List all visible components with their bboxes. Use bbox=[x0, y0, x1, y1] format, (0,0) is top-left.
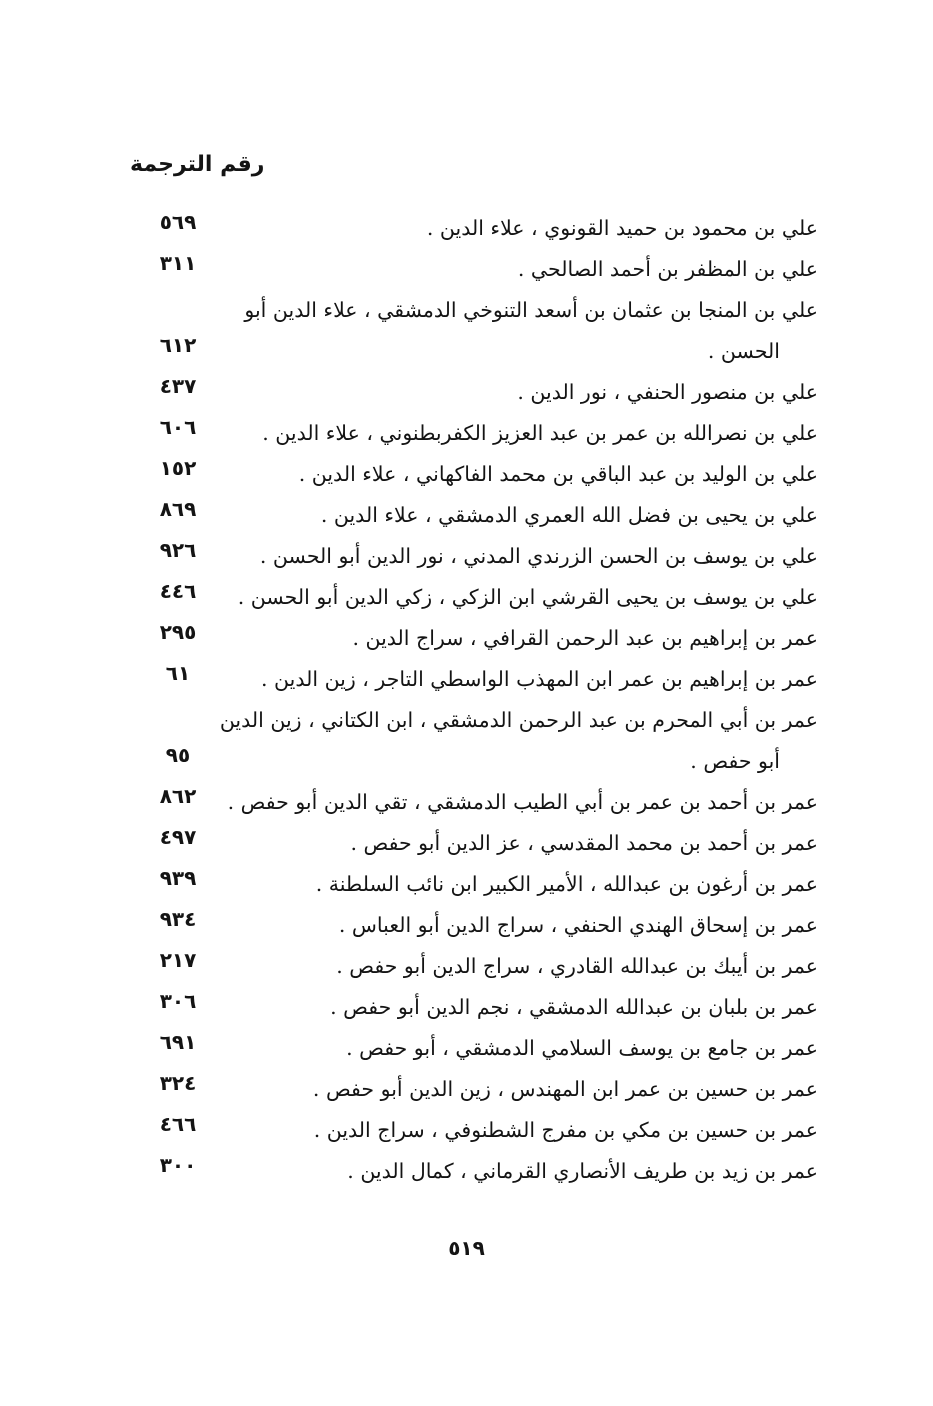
entry-name: عمر بن إسحاق الهندي الحنفي ، سراج الدين أبو العباس . bbox=[338, 913, 818, 937]
index-entry bbox=[0, 208, 933, 249]
entry-number: ٥٦٩ bbox=[159, 210, 197, 234]
index-entry bbox=[0, 782, 933, 823]
entry-name: عمر بن حسين بن مكي بن مفرج الشطنوفي ، سراج الدين . bbox=[313, 1118, 818, 1142]
entry-number: ٦٩١ bbox=[159, 1030, 197, 1054]
index-entry bbox=[0, 577, 933, 618]
entry-number: ٤٦٦ bbox=[159, 1112, 197, 1136]
index-entry bbox=[0, 618, 933, 659]
entry-number: ٨٦٢ bbox=[159, 784, 197, 808]
entry-name bbox=[218, 700, 818, 782]
entry-name: عمر بن زيد بن طريف الأنصاري القرماني ، كمال الدين . bbox=[347, 1159, 818, 1183]
entry-name: علي بن الوليد بن عبد الباقي بن محمد الفاكهاني ، علاء الدين . bbox=[298, 462, 818, 486]
index-entry bbox=[0, 946, 933, 987]
entry-number: ٩٥ bbox=[165, 743, 191, 767]
index-entry bbox=[0, 454, 933, 495]
entry-number: ٦١ bbox=[165, 661, 191, 685]
entry-name: عمر بن أحمد بن عمر بن أبي الطيب الدمشقي ، تقي الدين أبو حفص . bbox=[227, 790, 818, 814]
entry-number: ٩٢٦ bbox=[159, 538, 197, 562]
entry-name: علي بن يوسف بن يحيى القرشي ابن الزكي ، زكي الدين أبو الحسن . bbox=[237, 585, 818, 609]
entry-number: ١٥٢ bbox=[159, 456, 197, 480]
entry-name: عمر بن حسين بن عمر ابن المهندس ، زين الدين أبو حفص . bbox=[312, 1077, 818, 1101]
index-entry bbox=[0, 905, 933, 946]
index-list bbox=[0, 208, 933, 1192]
entry-number: ٩٣٤ bbox=[159, 907, 197, 931]
index-entry bbox=[0, 1028, 933, 1069]
index-entry bbox=[0, 495, 933, 536]
entry-name: عمر بن إبراهيم بن عبد الرحمن القرافي ، سراج الدين . bbox=[352, 626, 818, 650]
index-entry bbox=[0, 700, 933, 782]
index-entry bbox=[0, 249, 933, 290]
entry-number: ٣٢٤ bbox=[159, 1071, 197, 1095]
entry-number: ٤٣٧ bbox=[159, 374, 197, 398]
index-entry bbox=[0, 659, 933, 700]
page-number: ٥١٩ bbox=[448, 1236, 485, 1260]
entry-number: ٢٩٥ bbox=[159, 620, 197, 644]
entry-name-continuation: أبو حفص . bbox=[690, 749, 780, 773]
entry-name: علي بن يحيى بن فضل الله العمري الدمشقي ، علاء الدين . bbox=[320, 503, 818, 527]
index-entry bbox=[0, 823, 933, 864]
entry-number: ٩٣٩ bbox=[159, 866, 197, 890]
entry-name-line: عمر بن أبي المحرم بن عبد الرحمن الدمشقي ، ابن الكتاني ، زين الدين bbox=[219, 708, 818, 732]
entry-number: ٦١٢ bbox=[159, 333, 197, 357]
entry-name bbox=[218, 290, 818, 372]
entry-name: علي بن نصرالله بن عمر بن عبد العزيز الكفربطنوني ، علاء الدين . bbox=[262, 421, 818, 445]
entry-name: علي بن يوسف بن الحسن الزرندي المدني ، نور الدين أبو الحسن . bbox=[259, 544, 818, 568]
entry-number: ٤٤٦ bbox=[159, 579, 197, 603]
entry-name: عمر بن أرغون بن عبدالله ، الأمير الكبير ابن نائب السلطنة . bbox=[315, 872, 818, 896]
entry-number: ٣٠٠ bbox=[159, 1153, 197, 1177]
entry-name: عمر بن إبراهيم بن عمر ابن المهذب الواسطي التاجر ، زين الدين . bbox=[261, 667, 818, 691]
column-header: رقم الترجمة bbox=[130, 152, 265, 177]
index-entry bbox=[0, 1110, 933, 1151]
entry-name: علي بن منصور الحنفي ، نور الدين . bbox=[517, 380, 818, 404]
index-entry bbox=[0, 536, 933, 577]
index-entry bbox=[0, 864, 933, 905]
entry-number: ٨٦٩ bbox=[159, 497, 197, 521]
index-entry bbox=[0, 413, 933, 454]
index-entry bbox=[0, 1069, 933, 1110]
entry-name: علي بن المظفر بن أحمد الصالحي . bbox=[517, 257, 818, 281]
index-entry bbox=[0, 1151, 933, 1192]
entry-number: ٢١٧ bbox=[159, 948, 197, 972]
index-entry bbox=[0, 372, 933, 413]
entry-name: عمر بن جامع بن يوسف السلامي الدمشقي ، أبو حفص . bbox=[346, 1036, 818, 1060]
entry-name-line: علي بن المنجا بن عثمان بن أسعد التنوخي الدمشقي ، علاء الدين أبو bbox=[244, 298, 818, 322]
index-entry bbox=[0, 290, 933, 372]
entry-number: ٣١١ bbox=[159, 251, 197, 275]
entry-name-continuation: الحسن . bbox=[707, 339, 780, 363]
entry-name: عمر بن بلبان بن عبدالله الدمشقي ، نجم الدين أبو حفص . bbox=[330, 995, 818, 1019]
entry-number: ٦٠٦ bbox=[159, 415, 197, 439]
entry-name: عمر بن أحمد بن محمد المقدسي ، عز الدين أبو حفص . bbox=[350, 831, 818, 855]
entry-name: عمر بن أيبك بن عبدالله القادري ، سراج الدين أبو حفص . bbox=[336, 954, 818, 978]
entry-number: ٤٩٧ bbox=[159, 825, 197, 849]
index-entry bbox=[0, 987, 933, 1028]
entry-name: علي بن محمود بن حميد القونوي ، علاء الدين . bbox=[426, 216, 818, 240]
entry-number: ٣٠٦ bbox=[159, 989, 197, 1013]
